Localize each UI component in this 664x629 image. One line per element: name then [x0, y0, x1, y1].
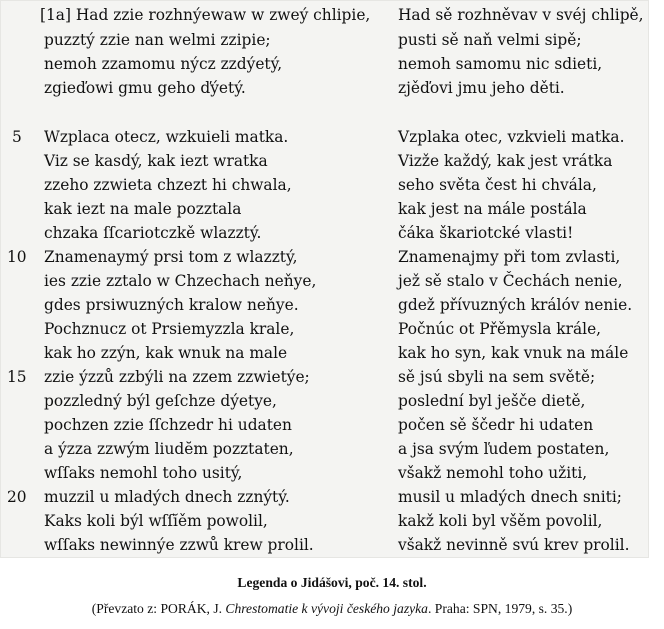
original-line: gdes prsiwuzných kralow neňye. — [44, 296, 299, 314]
original-line: puzztý zzie nan welmi zzipie; — [44, 31, 271, 49]
original-line: muzzil u mladých dnech zznýtý. — [44, 488, 290, 506]
original-line: kak ho zzýn, kak wnuk na male — [44, 344, 288, 362]
transcription-line: pusti sě naň velmi sipě; — [398, 31, 582, 49]
verse-number: 15 — [7, 368, 27, 386]
transcription-line: Had sě rozhněvav v svéj chlipě, — [398, 6, 644, 24]
original-line: zzeho zzwieta chzezt hi chwala, — [44, 176, 292, 194]
transcription-line: nemoh samomu nic sdieti, — [398, 55, 603, 73]
transcription-line: kakž koli byl všěm povolil, — [398, 512, 603, 530]
transcription-line: a jsa svým ľudem postaten, — [398, 440, 610, 458]
transcription-line: Vizže každý, kak jest vrátka — [398, 152, 613, 170]
source-suffix: . Praha: SPN, 1979, s. 35.) — [427, 601, 573, 616]
figure-source — [0, 602, 664, 616]
transcription-line: musil u mladých dnech sniti; — [398, 488, 622, 506]
source-book-title: Chrestomatie k vývoji českého jazyka — [225, 601, 428, 616]
transcription-line: počen sě ščedr hi udaten — [398, 416, 594, 434]
original-line: pochzen zzie ſſchzedr hi udaten — [44, 416, 292, 434]
original-line: zgieďowi gmu geho ďýetý. — [44, 79, 246, 97]
original-line: Viz se kasdý, kak iezt wratka — [44, 152, 268, 170]
original-line: nemoh zzamomu nýcz zzdýetý, — [44, 55, 283, 73]
verse-number: 5 — [12, 128, 22, 146]
transcription-line: kak ho syn, kak vnuk na mále — [398, 344, 629, 362]
original-line: chzaka ſſcariotczkě wlazztý. — [44, 224, 262, 242]
transcription-line: gdež přívuzných králóv nenie. — [398, 296, 633, 314]
figure-title: Legenda o Jidášovi, poč. 14. stol. — [237, 575, 427, 590]
original-line: wſſaks newinnýe zzwů krew prolil. — [44, 536, 314, 554]
original-line: pozzledný býl geſchze dýetye, — [44, 392, 277, 410]
verse-number: 10 — [7, 248, 27, 266]
original-line: a ýzza zzwým liudĕm pozztaten, — [44, 440, 294, 458]
transcription-line: seho světa čest hi chvála, — [398, 176, 597, 194]
transcription-line: všakž nemohl toho užiti, — [398, 464, 588, 482]
transcription-line: kak jest na mále postála — [398, 200, 587, 218]
original-line: Wzplaca otecz, wzkuieli matka. — [44, 128, 289, 146]
transcription-line: jež sě stalo v Čechách nenie, — [398, 272, 623, 290]
original-line: wſſaks nemohl toho usitý, — [44, 464, 243, 482]
transcription-line: Vzplaka otec, vzkvieli matka. — [398, 128, 625, 146]
original-line: ies zzie zztalo w Chzechach neňye, — [44, 272, 317, 290]
transcription-line: poslední byl ješče dietě, — [398, 392, 586, 410]
original-line: kak iezt na male pozztala — [44, 200, 242, 218]
original-line: Znamenaymý prsi tom z wlazztý, — [44, 248, 298, 266]
original-line: Kaks koli býl wſſĭěm powolil, — [44, 512, 268, 530]
original-line: [1a] Had zzie rozhnýewaw w zweý chlipie, — [40, 6, 371, 24]
transcription-line: Počnúc ot Přěmysla krále, — [398, 320, 602, 338]
source-prefix: (Převzato z: PORÁK, J. — [91, 601, 226, 616]
transcription-line: čáka škariotcké vlasti! — [398, 224, 574, 242]
original-line: Pochznucz ot Prsiemyzzla krale, — [44, 320, 295, 338]
verse-number: 20 — [7, 488, 27, 506]
transcription-line: sě jsú sbyli na sem světě; — [398, 368, 596, 386]
transcription-line: všakž nevinně svú krev prolil. — [398, 536, 630, 554]
transcription-line: zjěďovi jmu jeho děti. — [398, 79, 565, 97]
transcription-line: Znamenajmy při tom zvlasti, — [398, 248, 621, 266]
original-line: zzie ýzzů zzbýli na zzem zzwietýe; — [44, 368, 310, 386]
